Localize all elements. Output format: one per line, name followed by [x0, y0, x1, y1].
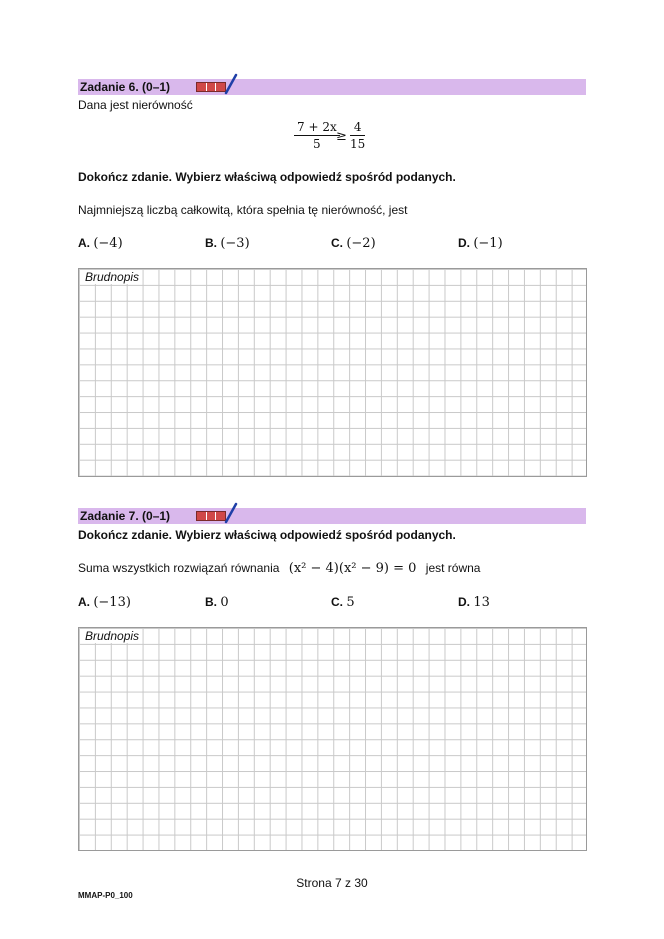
task6-title: Zadanie 6. (0–1): [80, 80, 171, 94]
answer-value: 13: [473, 595, 490, 610]
task6-intro: Dana jest nierówność: [78, 98, 193, 112]
answer-letter: C.: [331, 595, 343, 609]
question-text-after: jest równa: [425, 561, 481, 575]
fraction-left-denominator: 5: [313, 137, 321, 151]
task7-answer-a[interactable]: [78, 595, 131, 610]
answer-letter: D.: [458, 236, 470, 250]
pen-icon: [224, 502, 238, 524]
inequality-sign: ≥: [336, 129, 347, 144]
task7-question: [78, 561, 480, 576]
task6-answer-a[interactable]: [78, 236, 123, 251]
task6-answer-c[interactable]: [331, 236, 376, 251]
answer-letter: A.: [78, 595, 90, 609]
page-number: Strona 7 z 30: [296, 876, 368, 890]
score-box-icon: [196, 511, 226, 521]
answer-letter: D.: [458, 595, 470, 609]
task7-equation: (x² − 4)(x² − 9) = 0: [288, 561, 417, 576]
answer-letter: B.: [205, 236, 217, 250]
answer-value: (−4): [93, 236, 123, 251]
score-box-icon: [196, 82, 226, 92]
task7-title: Zadanie 7. (0–1): [80, 509, 171, 523]
task6-answer-b[interactable]: [205, 236, 250, 251]
task7-instruction: Dokończ zdanie. Wybierz właściwą odpowiedź spośród podanych.: [78, 528, 456, 542]
scratch-label: Brudnopis: [85, 270, 140, 284]
task6-instruction: Dokończ zdanie. Wybierz właściwą odpowiedź spośród podanych.: [78, 170, 456, 184]
fraction-right-denominator: 15: [350, 137, 366, 151]
task7-scratch-grid[interactable]: [78, 627, 587, 851]
task6-scratch-grid[interactable]: [78, 268, 587, 477]
fraction-left: [294, 119, 340, 152]
task7-answer-c[interactable]: [331, 595, 355, 610]
task6-question: Najmniejszą liczbą całkowitą, która spełnia tę nierówność, jest: [78, 203, 408, 217]
task7-answer-d[interactable]: [458, 595, 490, 610]
answer-letter: C.: [331, 236, 343, 250]
task7-header: [78, 508, 586, 524]
answer-value: 5: [346, 595, 355, 610]
task6-inequality: [294, 119, 374, 157]
fraction-right-numerator: 4: [353, 120, 362, 134]
fraction-right: [350, 119, 365, 152]
answer-letter: B.: [205, 595, 217, 609]
pen-icon: [224, 73, 238, 95]
answer-value: (−2): [346, 236, 376, 251]
answer-value: (−3): [220, 236, 250, 251]
task7-answer-b[interactable]: [205, 595, 229, 610]
task6-answer-d[interactable]: [458, 236, 503, 251]
answer-value: 0: [220, 595, 229, 610]
document-code: MMAP-P0_100: [78, 891, 133, 900]
fraction-left-numerator: 7 + 2x: [297, 120, 337, 134]
question-text-before: Suma wszystkich rozwiązań równania: [78, 561, 280, 575]
answer-value: (−1): [473, 236, 503, 251]
scratch-label: Brudnopis: [85, 629, 140, 643]
task6-header: [78, 79, 586, 95]
answer-value: (−13): [93, 595, 131, 610]
answer-letter: A.: [78, 236, 90, 250]
